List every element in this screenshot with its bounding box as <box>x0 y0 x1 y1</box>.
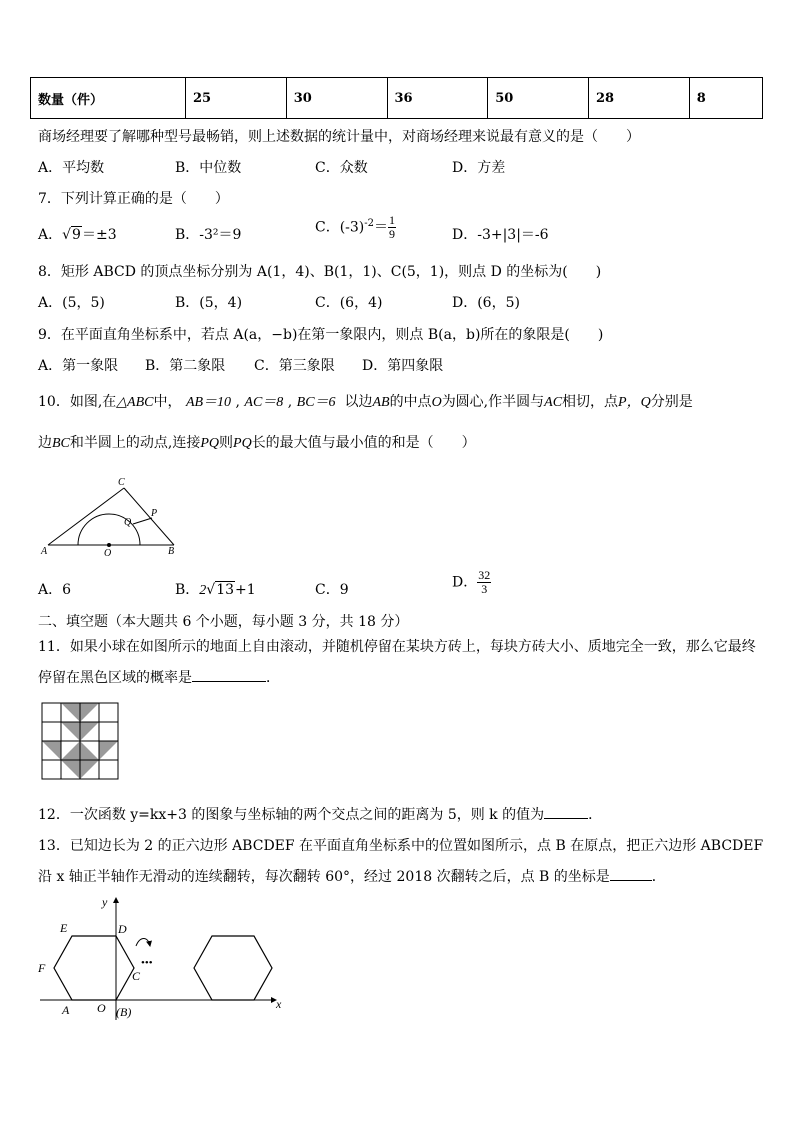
table-header-cell: 数量（件） <box>31 78 186 119</box>
line-cb <box>124 488 174 545</box>
q8-option-c: C．(6，4) <box>315 295 383 311</box>
black-region <box>61 722 80 741</box>
tile <box>99 703 118 722</box>
label-a: A <box>62 1003 70 1017</box>
label-o: O <box>104 548 112 558</box>
label-x: x <box>276 997 282 1011</box>
q7-c-eq: ＝ <box>374 219 389 236</box>
math: 13 <box>216 582 235 598</box>
label-q: Q <box>124 517 132 528</box>
math: AC＝8 <box>244 395 284 410</box>
text: 以边 <box>344 394 373 410</box>
quantity-table <box>30 77 763 119</box>
point-o <box>107 543 111 547</box>
q7-a-radicand: 9 <box>72 227 81 243</box>
black-region <box>99 741 118 760</box>
label-e: E <box>60 921 68 935</box>
q9-option-a: A．第一象限 <box>38 358 119 374</box>
q6-question: 商场经理要了解哪种型号最畅销，则上述数据的统计量中，对商场经理来说最有意义的是（ ） <box>38 129 640 145</box>
q9-option-c: C．第三象限 <box>254 358 335 374</box>
q13-figure <box>36 892 288 1024</box>
q13-line2 <box>38 866 666 886</box>
q11-line2 <box>38 667 280 687</box>
black-region <box>80 722 99 741</box>
q10-line1: 10．如图,在△ABC中， AB＝10 , AC＝8 , BC＝6 以边AB的中点O为圆心,作半圆与AC相切，点P，Q分别是 <box>38 394 693 410</box>
black-region <box>61 760 80 779</box>
math: 3 <box>481 582 488 596</box>
label-b: (B) <box>116 1005 132 1019</box>
q6-option-d: D．方差 <box>452 160 506 176</box>
label-f: F <box>38 961 46 975</box>
q7-question: 7．下列计算正确的是（ ） <box>38 191 229 207</box>
dots-label: ••• <box>141 957 153 969</box>
sqrt-icon: √ <box>206 582 216 598</box>
text: 相切，点 <box>562 394 619 410</box>
label-c: C <box>132 969 141 983</box>
black-region <box>61 741 80 760</box>
table-cell: 50 <box>488 78 589 119</box>
q7-a-rest: ＝±3 <box>81 227 117 243</box>
q6-option-a: A．平均数 <box>38 160 105 176</box>
text: 边 <box>38 435 52 451</box>
text: ． <box>588 807 603 823</box>
line-ac <box>48 488 124 545</box>
segment-pq <box>133 518 152 524</box>
q10-option-a: A．6 <box>38 582 72 598</box>
text: 为圆心,作半圆与 <box>441 394 545 410</box>
q8-option-b: B．(5，4) <box>175 295 243 311</box>
label-a: A <box>41 546 48 557</box>
q7-a-label: A． <box>38 227 63 243</box>
q7-c-label: C．(-3) <box>315 219 365 236</box>
text: 中， <box>153 394 182 410</box>
rotate-arrow-icon <box>136 939 150 947</box>
table-cell: 36 <box>387 78 488 119</box>
text: 分别是 <box>650 394 693 410</box>
q8-option-d: D．(6，5) <box>452 295 520 311</box>
q12-question <box>38 804 602 824</box>
q6-option-c: C．众数 <box>315 160 368 176</box>
sqrt-icon: √ <box>62 227 72 243</box>
math: BC <box>52 436 70 451</box>
table-row <box>31 78 763 119</box>
q10-line2 <box>38 432 476 452</box>
q10-option-b <box>175 579 256 599</box>
table-cell: 8 <box>689 78 762 119</box>
math: AB <box>372 395 390 410</box>
label-d: D <box>118 922 127 936</box>
q11-line1: 11．如果小球在如图所示的地面上自由滚动，并随机停留在某块方砖上，每块方砖大小、质地完全一致，那么它最终 <box>38 639 756 655</box>
label-c: C <box>118 477 125 488</box>
table-cell: 30 <box>286 78 387 119</box>
text: ． <box>266 670 280 686</box>
q7-c-num: 1 <box>389 213 396 227</box>
black-region <box>80 741 99 760</box>
label-y: y <box>102 895 108 909</box>
math: △ABC <box>116 395 154 410</box>
tile <box>42 703 61 722</box>
table-cell: 28 <box>589 78 690 119</box>
q11-tile-figure <box>41 702 122 781</box>
q13-line1: 13．已知边长为 2 的正六边形 ABCDEF 在平面直角坐标系中的位置如图所示，点 B 在原点，把正六边形 ABCDEF <box>38 838 764 854</box>
text: B． <box>175 582 200 598</box>
math: 2 <box>199 583 207 598</box>
q9-option-d: D．第四象限 <box>362 358 444 374</box>
q9-question: 9．在平面直角坐标系中，若点 A(a，−b)在第一象限内，则点 B(a，b)所在的象限是( ) <box>38 327 604 343</box>
fraction <box>477 569 491 596</box>
hexagon-rolled <box>194 936 272 1000</box>
section-title: 二、填空题（本大题共 6 个小题，每小题 3 分，共 18 分） <box>38 614 409 630</box>
hexagon-abcdef <box>54 936 134 1000</box>
label-b: B <box>168 546 175 557</box>
q7-c-exp: -2 <box>364 217 375 229</box>
text: 12．一次函数 y=kx+3 的图象与坐标轴的两个交点之间的距离为 5，则 k 的值为 <box>38 807 545 823</box>
text: 和半圆上的动点,连接 <box>69 435 201 451</box>
q7-option-b: B．-3²＝9 <box>175 227 242 243</box>
q7-c-den: 9 <box>389 227 396 241</box>
q7-option-d: D．-3+|3|＝-6 <box>452 227 549 243</box>
answer-blank[interactable] <box>192 681 266 682</box>
q10-option-d <box>452 569 491 596</box>
q8-question: 8．矩形 ABCD 的顶点坐标分别为 A(1，4)、B(1，1)、C(5，1)，则点 D 的坐标为( ) <box>38 264 602 280</box>
fraction <box>388 214 396 241</box>
q7-option-c <box>315 214 396 241</box>
q8-option-a: A．(5，5) <box>38 295 105 311</box>
q6-option-b: B．中位数 <box>175 160 242 176</box>
math: AB＝10 <box>185 395 232 410</box>
q10-option-c: C．9 <box>315 582 349 598</box>
math: +1 <box>235 582 256 598</box>
table-cell: 25 <box>186 78 287 119</box>
math: O <box>431 395 442 410</box>
answer-blank[interactable] <box>544 818 588 819</box>
math: AC <box>544 395 563 410</box>
black-region <box>80 760 99 779</box>
math: 32 <box>478 568 491 582</box>
text: 停留在黑色区域的概率是 <box>38 670 192 686</box>
black-region <box>80 703 99 722</box>
label-p: P <box>151 508 158 519</box>
math: BC＝6 <box>296 395 336 410</box>
q10-figure <box>38 472 188 558</box>
answer-blank[interactable] <box>610 880 652 881</box>
label-o: O <box>97 1001 106 1015</box>
text: D． <box>452 574 478 591</box>
q7-option-a <box>38 224 117 244</box>
math: PQ <box>200 436 220 451</box>
math: P，Q <box>618 395 651 410</box>
text: 的中点 <box>389 394 432 410</box>
text: 10．如图,在 <box>38 394 117 410</box>
text: 则 <box>219 435 234 451</box>
text: ． <box>651 869 666 885</box>
text: 长的最大值与最小值的和是（ ） <box>251 435 476 451</box>
black-region <box>42 741 61 760</box>
text: 沿 x 轴正半轴作无滑动的连续翻转，每次翻转 60°，经过 2018 次翻转之后，点 B 的坐标是 <box>38 869 610 885</box>
math: PQ <box>233 436 252 451</box>
q9-option-b: B．第二象限 <box>145 358 226 374</box>
